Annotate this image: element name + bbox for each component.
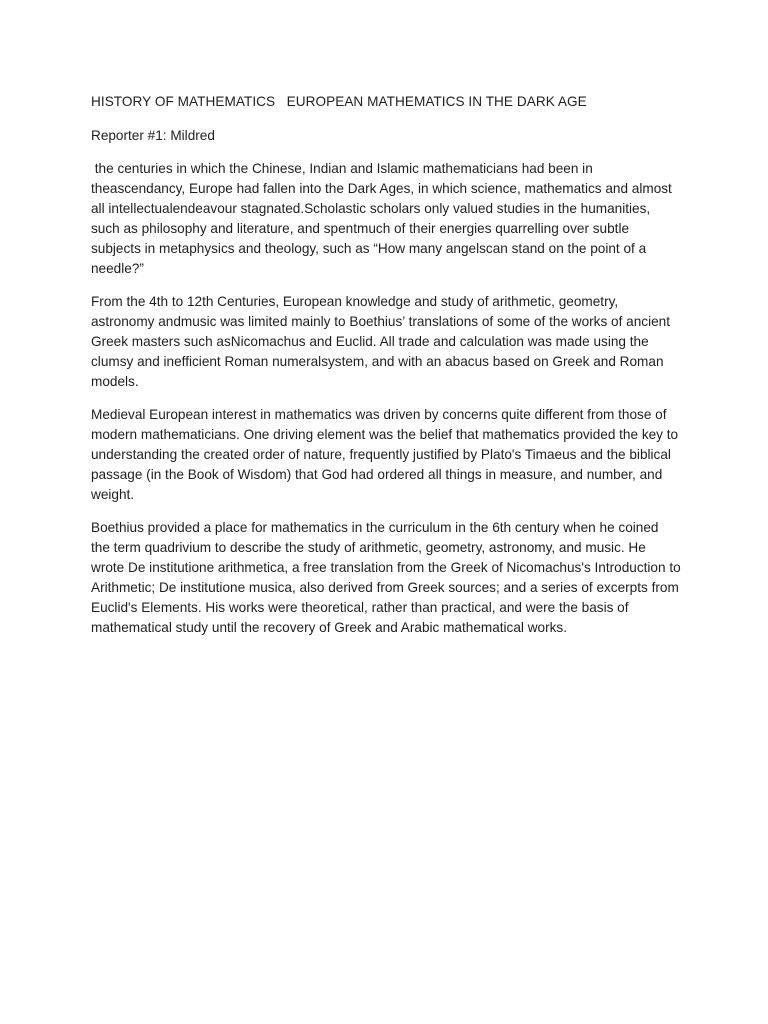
document-page (91, 92, 684, 651)
paragraph-1: the centuries in which the Chinese, Indian and Islamic mathematicians had been in theascendancy, Europe had fallen into the Dark Ages, in which science, mathematics and almost all intellectualendeavour stagnated.Scholastic scholars only valued studies in the humanities, such as philosophy and literature, and spentmuch of their energies quarrelling over subtle subjects in metaphysics and theology, such as “How many angelscan stand on the point of a needle?” (91, 161, 676, 276)
paragraph-4: Boethius provided a place for mathematics in the curriculum in the 6th century when he coined the term quadrivium to describe the study of arithmetic, geometry, astronomy, and music. He wrote De institutione arithmetica, a free translation from the Greek of Nicomachus's Introduction to Arithmetic; De institutione musica, also derived from Greek sources; and a series of excerpts from Euclid's Elements. His works were theoretical, rather than practical, and were the basis of mathematical study until the recovery of Greek and Arabic mathematical works. (91, 520, 684, 635)
paragraph-2: From the 4th to 12th Centuries, European knowledge and study of arithmetic, geometry, astronomy andmusic was limited mainly to Boethius’ translations of some of the works of ancient Greek masters such asNicomachus and Euclid. All trade and calculation was made using the clumsy and inefficient Roman numeralsystem, and with an abacus based on Greek and Roman models. (91, 294, 674, 389)
paragraph-3: Medieval European interest in mathematics was driven by concerns quite different from those of modern mathematicians. One driving element was the belief that mathematics provided the key to understanding the created order of nature, frequently justified by Plato's Timaeus and the biblical passage (in the Book of Wisdom) that God had ordered all things in measure, and number, and weight. (91, 407, 682, 502)
reporter-line: Reporter #1: Mildred (91, 128, 215, 143)
document-title: HISTORY OF MATHEMATICS EUROPEAN MATHEMATICS IN THE DARK AGE (91, 94, 587, 109)
